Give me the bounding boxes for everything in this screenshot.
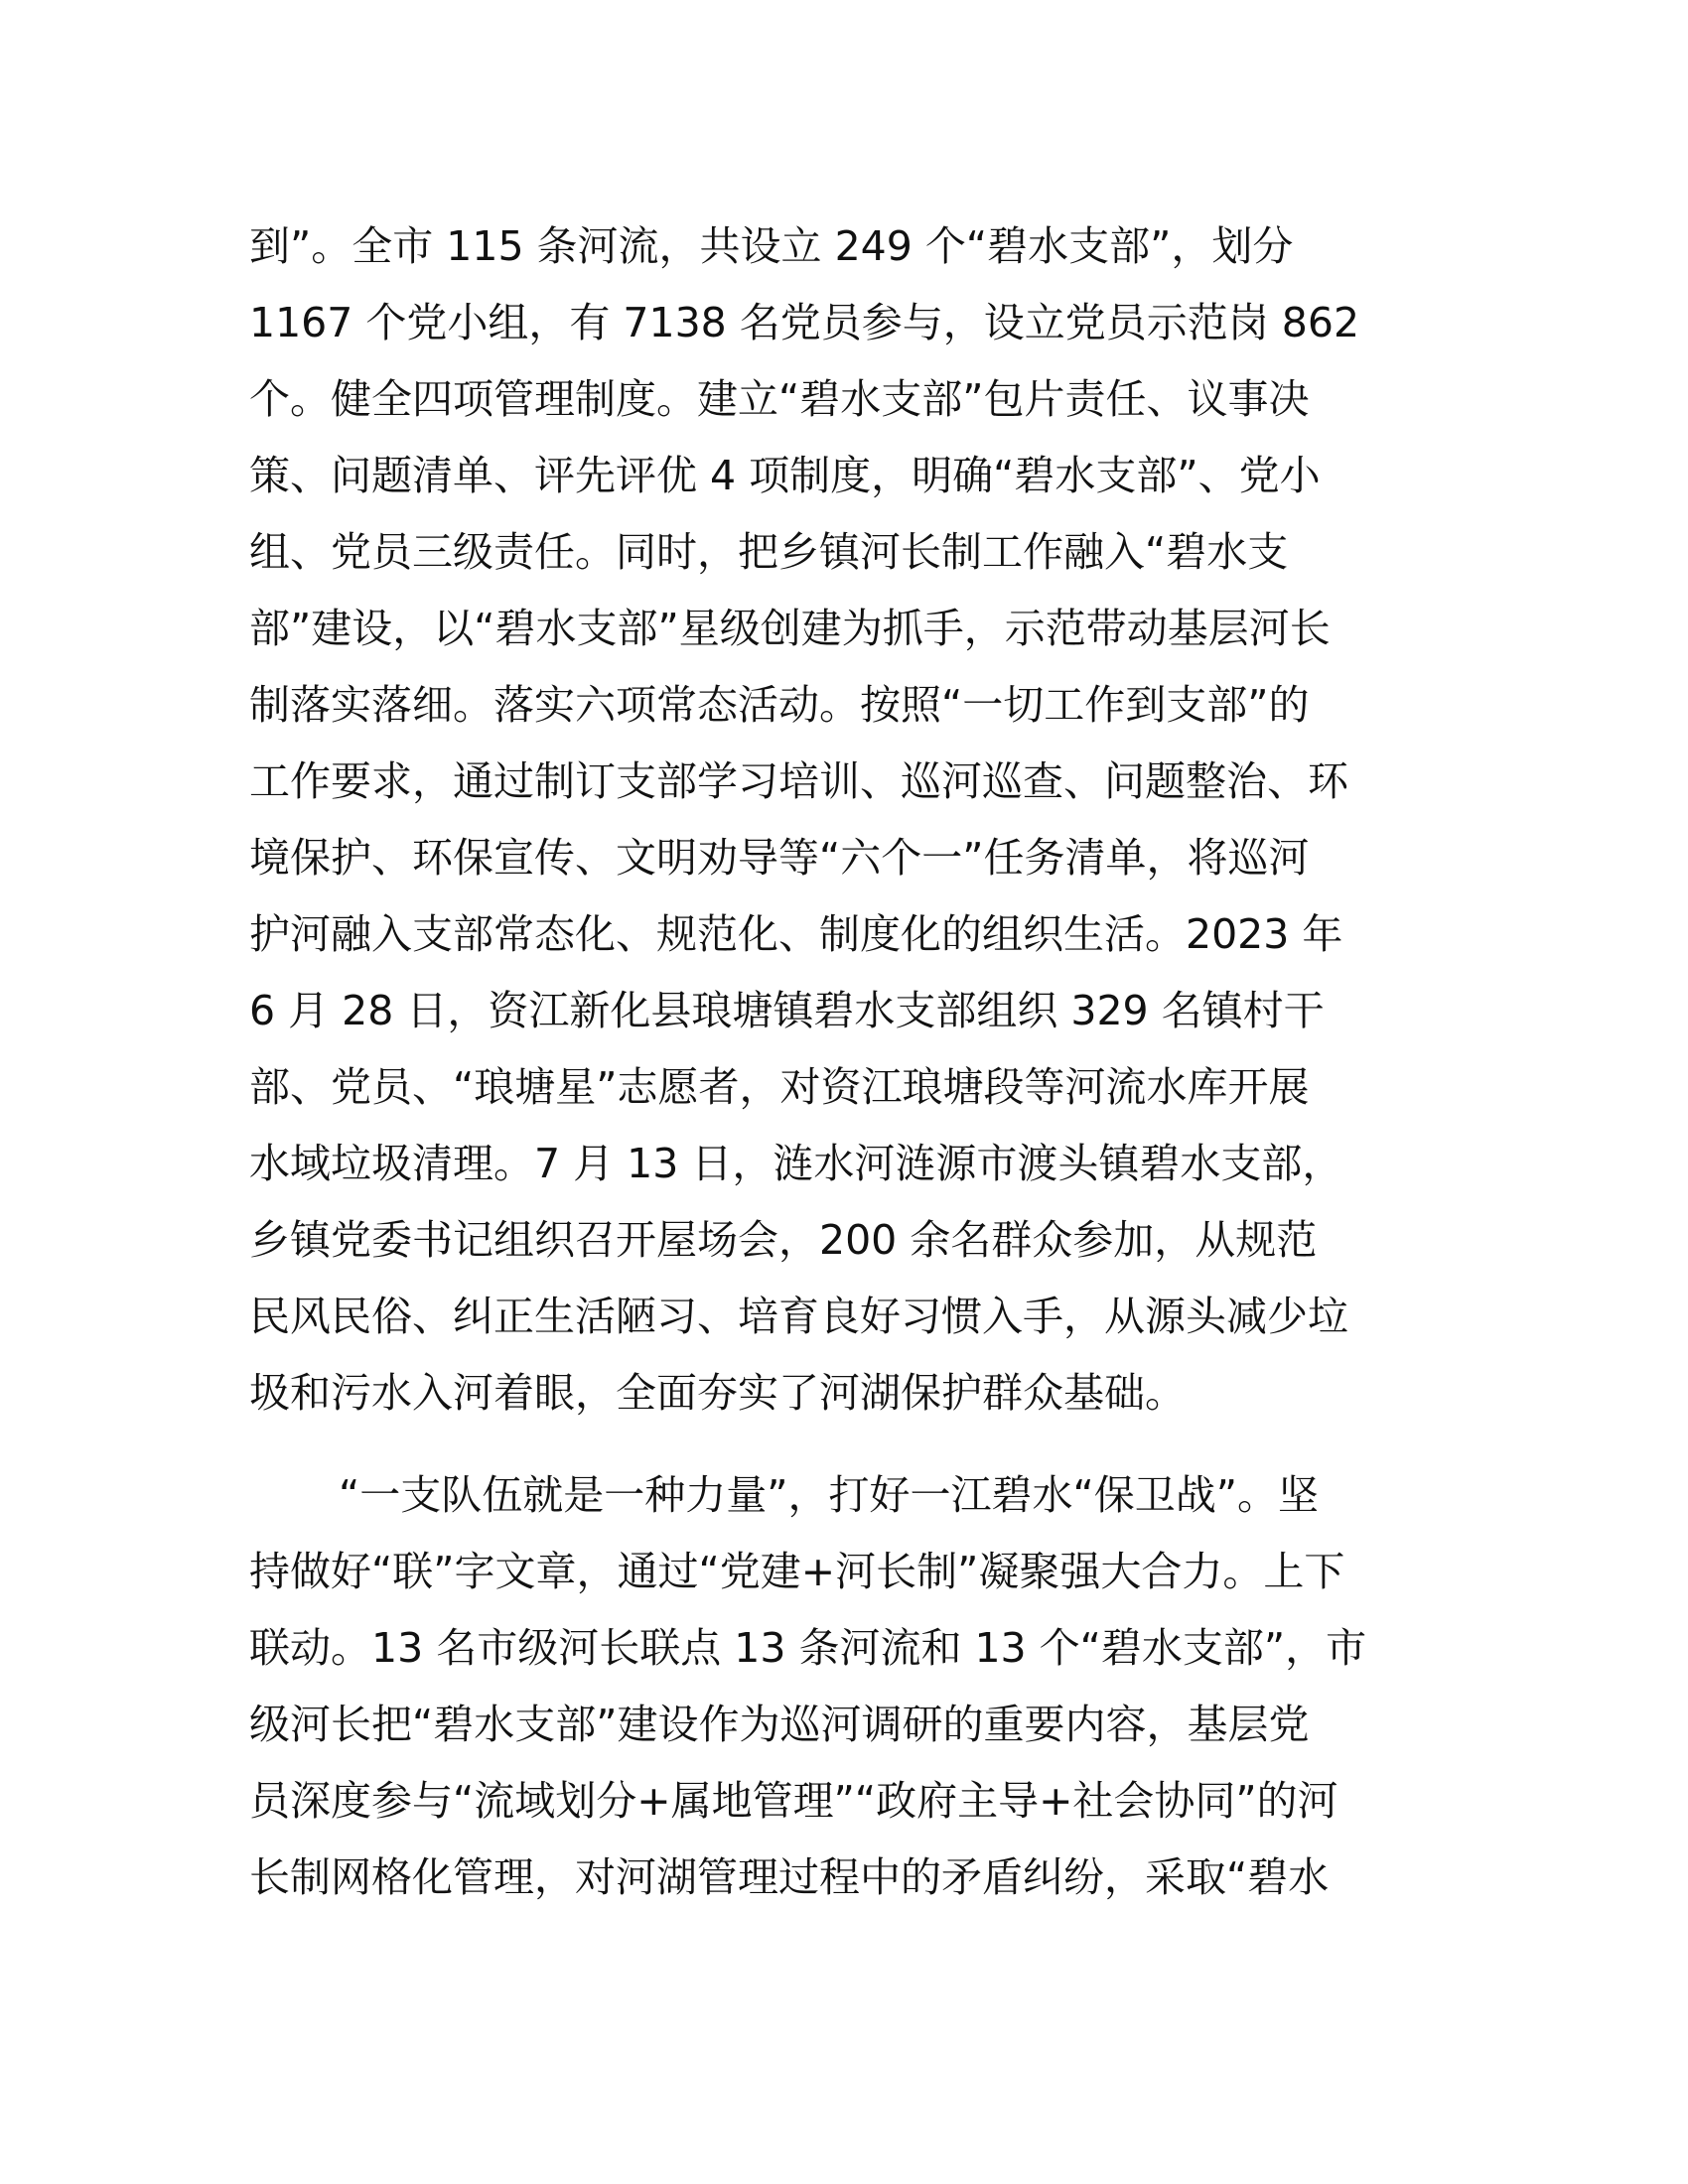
text-line: 乡镇党委书记组织召开屋场会，200 余名群众参加，从规范 (249, 1216, 1318, 1264)
text-line: 工作要求，通过制订支部学习培训、巡河巡查、问题整治、环 (249, 757, 1348, 805)
text-line: 制落实落细。落实六项常态活动。按照“一切工作到支部”的 (249, 681, 1310, 729)
text-line: 6 月 28 日，资江新化县琅塘镇碧水支部组织 329 名镇村干 (249, 987, 1325, 1034)
text-line: 部”建设，以“碧水支部”星级创建为抓手，示范带动基层河长 (249, 605, 1331, 652)
text-line: 境保护、环保宣传、文明劝导等“六个一”任务清单，将巡河 (249, 834, 1310, 882)
text-line: 组、党员三级责任。同时，把乡镇河长制工作融入“碧水支 (249, 528, 1289, 576)
body-paragraph-1 (249, 208, 1441, 1432)
text-line: 联动。13 名市级河长联点 13 条河流和 13 个“碧水支部”，市 (249, 1624, 1367, 1672)
text-line: 级河长把“碧水支部”建设作为巡河调研的重要内容，基层党 (249, 1701, 1310, 1748)
text-line: 到”。全市 115 条河流，共设立 249 个“碧水支部”，划分 (249, 222, 1294, 270)
text-line: “一支队伍就是一种力量”，打好一江碧水“保卫战”。坚 (339, 1471, 1319, 1519)
text-line: 1167 个党小组，有 7138 名党员参与，设立党员示范岗 862 (249, 299, 1360, 346)
text-line: 长制网格化管理，对河湖管理过程中的矛盾纠纷，采取“碧水 (249, 1853, 1330, 1901)
body-paragraph-2 (249, 1457, 1441, 1916)
text-line: 个。健全四项管理制度。建立“碧水支部”包片责任、议事决 (249, 375, 1310, 423)
text-line: 部、党员、“琅塘星”志愿者，对资江琅塘段等河流水库开展 (249, 1063, 1310, 1111)
text-line: 民风民俗、纠正生活陋习、培育良好习惯入手，从源头减少垃 (249, 1293, 1348, 1340)
text-line: 策、问题清单、评先评优 4 项制度，明确“碧水支部”、党小 (249, 452, 1321, 499)
text-line: 持做好“联”字文章，通过“党建+河长制”凝聚强大合力。上下 (249, 1548, 1345, 1595)
text-line: 水域垃圾清理。7 月 13 日，涟水河涟源市渡头镇碧水支部， (249, 1140, 1343, 1187)
text-line: 护河融入支部常态化、规范化、制度化的组织生活。2023 年 (249, 910, 1343, 958)
text-line: 员深度参与“流域划分+属地管理”“政府主导+社会协同”的河 (249, 1777, 1338, 1825)
text-line: 圾和污水入河着眼，全面夯实了河湖保护群众基础。 (249, 1369, 1186, 1417)
